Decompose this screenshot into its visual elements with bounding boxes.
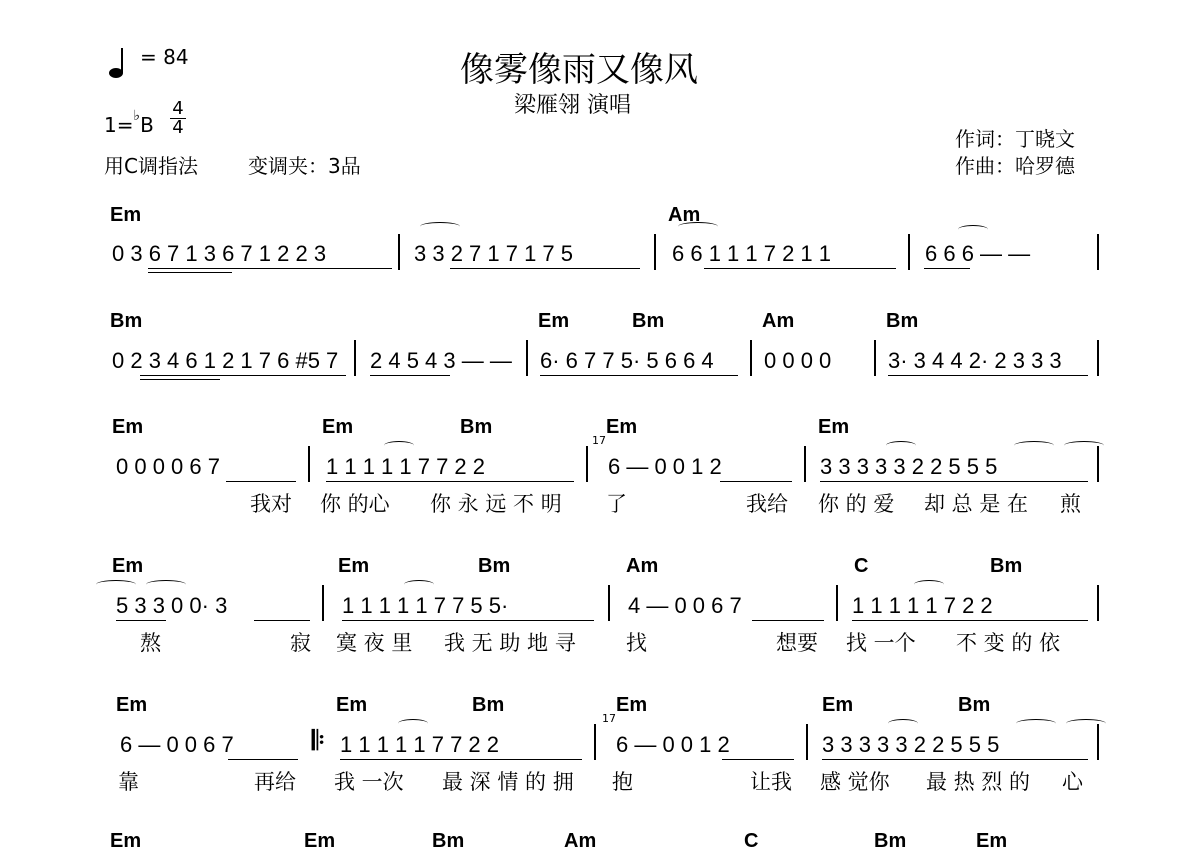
tie [914,580,944,589]
underline [326,481,574,482]
tie [678,222,718,231]
tie [384,441,414,450]
underline [720,481,792,482]
chord: Em [116,694,148,716]
chord: Am [626,555,659,577]
lyric: 你 的 爱 [818,492,895,516]
bar-line [308,446,310,482]
underline [888,375,1088,376]
tie [958,225,988,234]
underline [924,268,970,269]
underline [116,620,166,621]
key-label: 1= [104,113,134,137]
bar-line [836,585,838,621]
measure-notes: 2 4 5 4 3 — — [370,348,512,373]
chord: Em [110,204,142,226]
chord: Bm [632,310,665,332]
chord: Bm [460,416,493,438]
underline [852,620,1088,621]
bar-line [1097,585,1099,621]
tie [1064,441,1104,450]
lyric: 让我 [750,770,792,794]
lyric: 我 一次 [334,770,404,794]
underline [254,620,310,621]
bar-line [750,340,752,376]
measure-notes: 3 3 2 7 1 7 1 7 5 [414,241,574,266]
underline [722,759,794,760]
bar-line [322,585,324,621]
bar-line [594,724,596,760]
composer: 作曲：哈罗德 [955,154,1075,178]
measure-notes: 1 1 1 1 1 7 2 2 [852,593,993,618]
key-note: B [140,113,154,137]
underline [540,375,738,376]
lyric: 我对 [250,492,292,516]
bar-line [806,724,808,760]
chord: Em [976,830,1008,852]
chord: Bm [874,830,907,852]
chord: Em [112,555,144,577]
tie [1066,719,1106,728]
chord: Am [762,310,795,332]
lyric: 抱 [612,770,633,794]
bar-line [526,340,528,376]
measure-notes: 3 3 3 3 3 2 2 5 5 5 [822,732,1000,757]
time-bottom: 4 [172,117,184,138]
measure-notes: 0 0 0 0 6 7 [116,454,220,479]
underline [704,268,896,269]
measure-notes: 4 — 0 0 6 7 [628,593,742,618]
chord: Em [336,694,368,716]
lyric: 靠 [118,770,139,794]
tie [888,719,918,728]
chord: Em [822,694,854,716]
bar-line [586,446,588,482]
time-top: 4 [172,98,184,119]
chord: Bm [110,310,143,332]
tie [398,719,428,728]
chord: C [854,555,869,577]
measure-notes: 1 1 1 1 1 7 7 5 5· [342,593,509,618]
underline [820,481,1088,482]
measure-notes: 3 3 3 3 3 2 2 5 5 5 [820,454,998,479]
chord: Em [338,555,370,577]
lyric: 最 深 情 的 拥 [442,770,574,794]
chord: Em [616,694,648,716]
tie [886,441,916,450]
measure-notes: 0 2 3 4 6 1 2 1 7 6 #5 7 [112,348,339,373]
measure-notes: 6 6 6 — — [925,241,1031,266]
bar-line [1097,724,1099,760]
lyric: 却 总 是 在 [924,492,1029,516]
bar-line [1097,234,1099,270]
tie [420,222,460,231]
chord: Am [564,830,597,852]
chord: Em [304,830,336,852]
fingering: 用C调指法 [104,154,198,178]
quarter-note-icon [108,46,128,84]
underline [450,268,640,269]
bar-line [1097,340,1099,376]
flat-icon: ♭ [133,108,141,124]
bar-line [1097,446,1099,482]
bar-line [804,446,806,482]
chord: Em [110,830,142,852]
lyric: 熬 [140,631,161,655]
lyric: 寂 [290,631,311,655]
lyric: 感 觉你 [820,770,890,794]
underline [148,268,392,269]
measure-notes: 6· 6 7 7 5· 5 6 6 4 [540,348,714,373]
chord: Bm [958,694,991,716]
measure-notes: 1 1 1 1 1 7 7 2 2 [326,454,486,479]
lyric: 寞 夜 里 [336,631,413,655]
chord: Am [668,204,701,226]
singer: 梁雁翎 演唱 [514,93,631,118]
tie [96,580,136,589]
measure-notes: 5 3 3 0 0· 3 [116,593,228,618]
underline [148,272,232,273]
chord: Bm [432,830,465,852]
chord: Em [112,416,144,438]
grace-note: 17 [602,712,616,725]
lyric: 再给 [254,770,296,794]
bar-line [908,234,910,270]
measure-notes: 6 — 0 0 1 2 [608,454,722,479]
bar-line [654,234,656,270]
chord: Em [322,416,354,438]
lyric: 最 热 烈 的 [926,770,1031,794]
measure-notes: 6 6 1 1 1 7 2 1 1 [672,241,832,266]
underline [340,759,582,760]
bar-line [874,340,876,376]
lyric: 心 [1062,770,1083,794]
underline [342,620,594,621]
chord: C [744,830,759,852]
grace-note: 17 [592,434,606,447]
lyric: 了 [606,492,627,516]
underline [140,379,220,380]
lyric: 我给 [746,492,788,516]
lyric: 找 [626,631,647,655]
lyric: 我 无 助 地 寻 [444,631,576,655]
lyric: 你 的心 [320,492,390,516]
tie [1016,719,1056,728]
chord: Bm [472,694,505,716]
lyricist: 作词：丁晓文 [955,127,1075,151]
chord: Em [606,416,638,438]
tempo: = 84 [140,45,189,69]
underline [822,759,1088,760]
measure-notes: 0 0 0 0 [764,348,832,373]
lyric: 想要 [776,631,818,655]
chord: Em [538,310,570,332]
bar-line [354,340,356,376]
underline [370,375,450,376]
repeat-start-icon: 𝄆 [312,726,325,756]
lyric: 你 永 远 不 明 [430,492,562,516]
chord: Bm [886,310,919,332]
underline [140,375,346,376]
measure-notes: 3· 3 4 4 2· 2 3 3 3 [888,348,1062,373]
key-signature [104,108,154,137]
bar-line [398,234,400,270]
underline [228,759,298,760]
underline [752,620,824,621]
chord: Bm [990,555,1023,577]
capo: 变调夹：3品 [248,154,361,178]
lyric: 煎 [1060,492,1081,516]
chord: Bm [478,555,511,577]
time-signature [170,100,186,137]
chord: Em [818,416,850,438]
tie [1014,441,1054,450]
tie [146,580,186,589]
lyric: 不 变 的 依 [956,631,1061,655]
tie [404,580,434,589]
page-title: 像雾像雨又像风 [460,50,698,90]
underline [226,481,296,482]
measure-notes: 6 — 0 0 1 2 [616,732,730,757]
measure-notes: 1 1 1 1 1 7 7 2 2 [340,732,500,757]
bar-line [608,585,610,621]
measure-notes: 6 — 0 0 6 7 [120,732,234,757]
measure-notes: 0 3 6 7 1 3 6 7 1 2 2 3 [112,241,327,266]
lyric: 找 一个 [846,631,916,655]
